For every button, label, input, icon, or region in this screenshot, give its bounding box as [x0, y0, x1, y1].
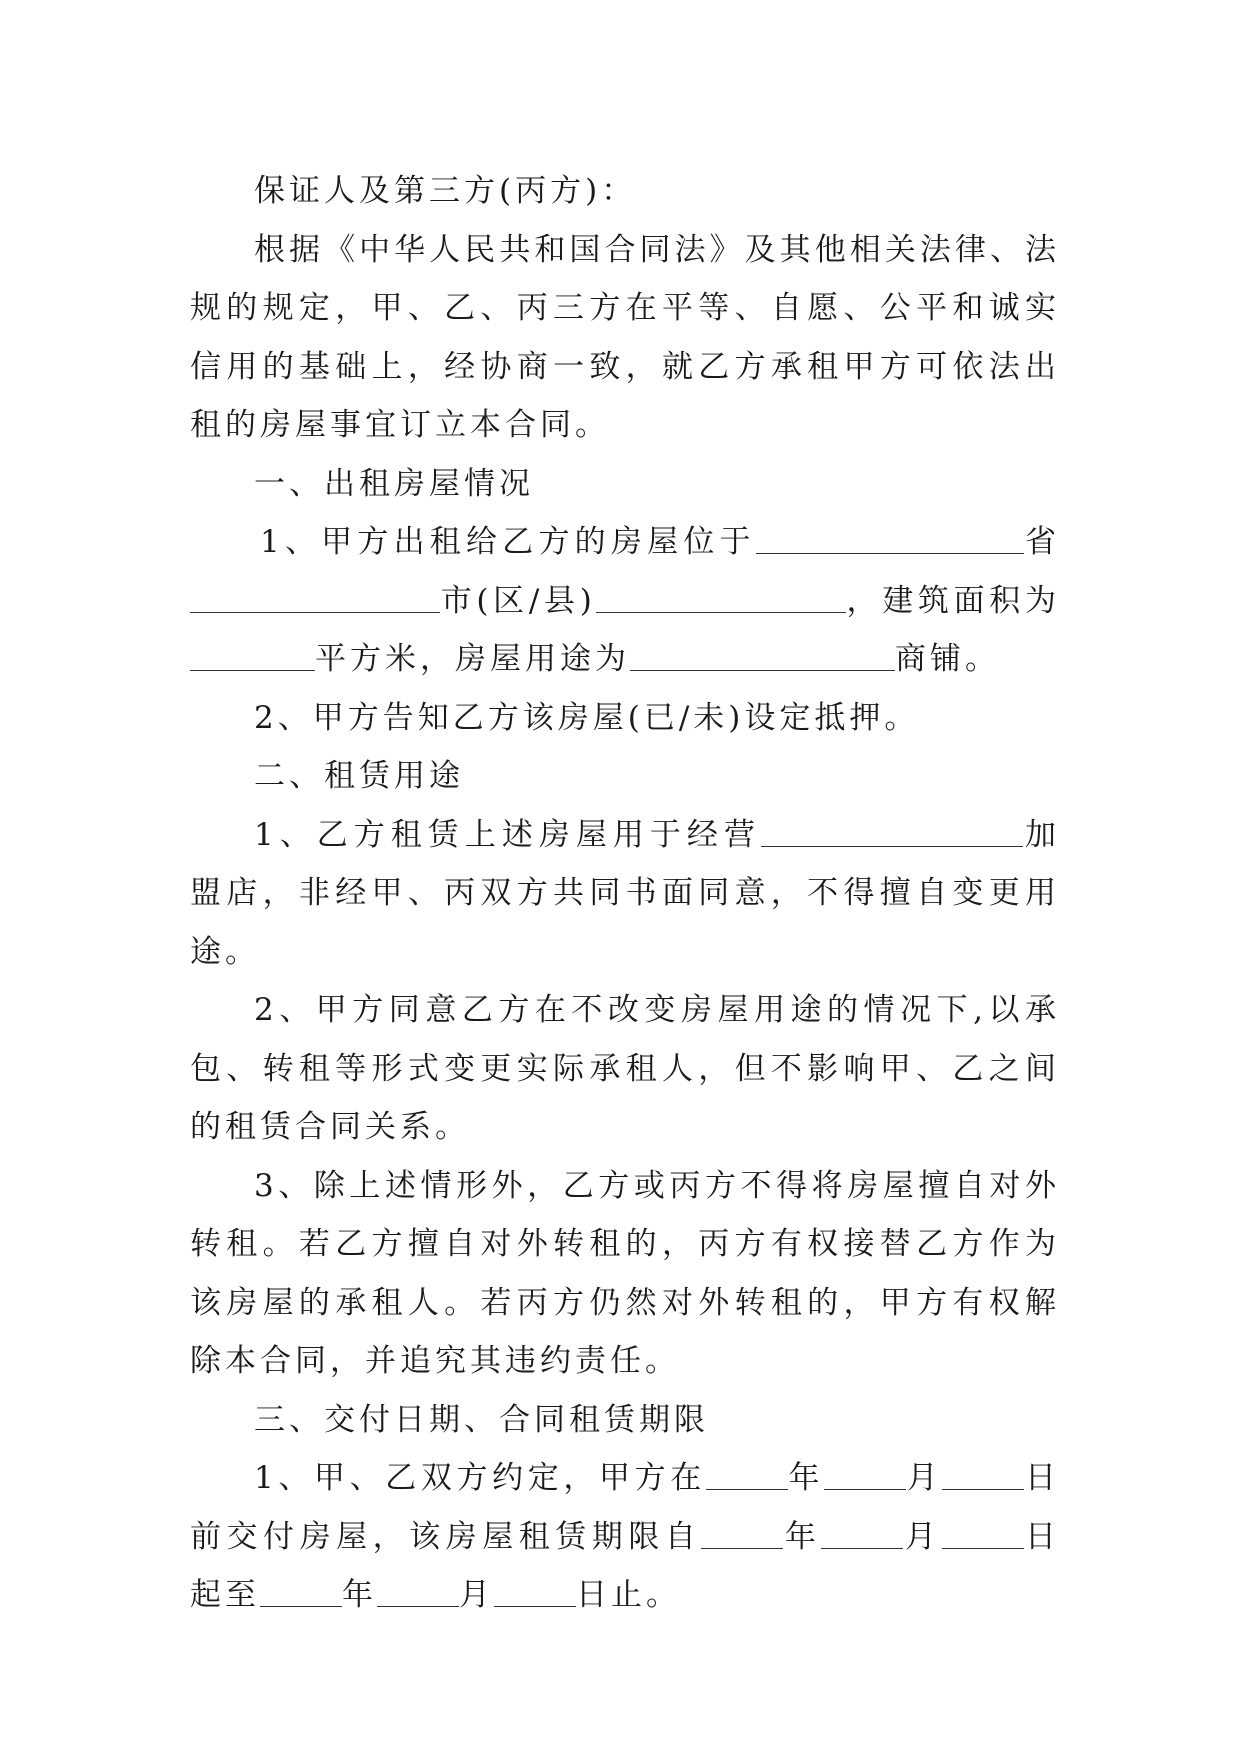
section-1-item-2: 2、甲方告知乙方该房屋(已/未)设定抵押。 [254, 699, 920, 736]
business-blank[interactable] [761, 816, 1023, 847]
end-year-blank[interactable] [260, 1576, 342, 1607]
delivery-year-blank[interactable] [706, 1459, 788, 1490]
section-2-item-2: 2、甲方同意乙方在不改变房屋用途的情况下,以承包、转租等形式变更实际承租人，但不影响甲、乙之间的租赁合同关系。 [190, 992, 1060, 1145]
end-day-blank[interactable] [494, 1576, 576, 1607]
section-2-item-3: 3、除上述情形外，乙方或丙方不得将房屋擅自对外转租。若乙方擅自对外转租的，丙方有权接替乙方作为该房屋的承租人。若丙方仍然对外转租的，甲方有权解除本合同，并追究其违约责任。 [190, 1167, 1060, 1379]
section-1-item-1: 1、甲方出租给乙方的房屋位于 省市(区/县) ，建筑面积为平方米，房屋用途为 商铺。 [190, 513, 1060, 689]
start-month-blank[interactable] [821, 1518, 903, 1549]
province-city-blank[interactable] [190, 582, 440, 613]
location-blank[interactable] [756, 523, 1024, 554]
preamble-paragraph: 根据《中华人民共和国合同法》及其他相关法律、法规的规定，甲、乙、丙三方在平等、自愿、公平和诚实信用的基础上，经协商一致，就乙方承租甲方可依法出租的房屋事宜订立本合同。 [190, 231, 1060, 443]
section-3-item-1: 1、甲、乙双方约定，甲方在 年 月 日前交付房屋，该房屋租赁期限自 年 月 日起至 年 月 日止。 [190, 1460, 1061, 1613]
section-1-title: 一、出租房屋情况 [254, 465, 534, 502]
usage-blank[interactable] [630, 640, 895, 671]
delivery-month-blank[interactable] [824, 1459, 906, 1490]
district-blank[interactable] [596, 582, 846, 613]
section-3-title: 三、交付日期、合同租赁期限 [254, 1401, 709, 1438]
section-2-item-1: 1、乙方租赁上述房屋用于经营 加盟店，非经甲、丙双方共同书面同意，不得擅自变更用途。 [190, 816, 1061, 970]
delivery-day-blank[interactable] [942, 1459, 1024, 1490]
guarantor-heading: 保证人及第三方(丙方)： [254, 173, 637, 209]
start-day-blank[interactable] [942, 1518, 1024, 1549]
end-month-blank[interactable] [377, 1576, 459, 1607]
start-year-blank[interactable] [701, 1518, 783, 1549]
area-blank[interactable] [190, 640, 315, 671]
section-2-title: 二、租赁用途 [254, 758, 464, 794]
contract-body [190, 162, 1060, 1625]
